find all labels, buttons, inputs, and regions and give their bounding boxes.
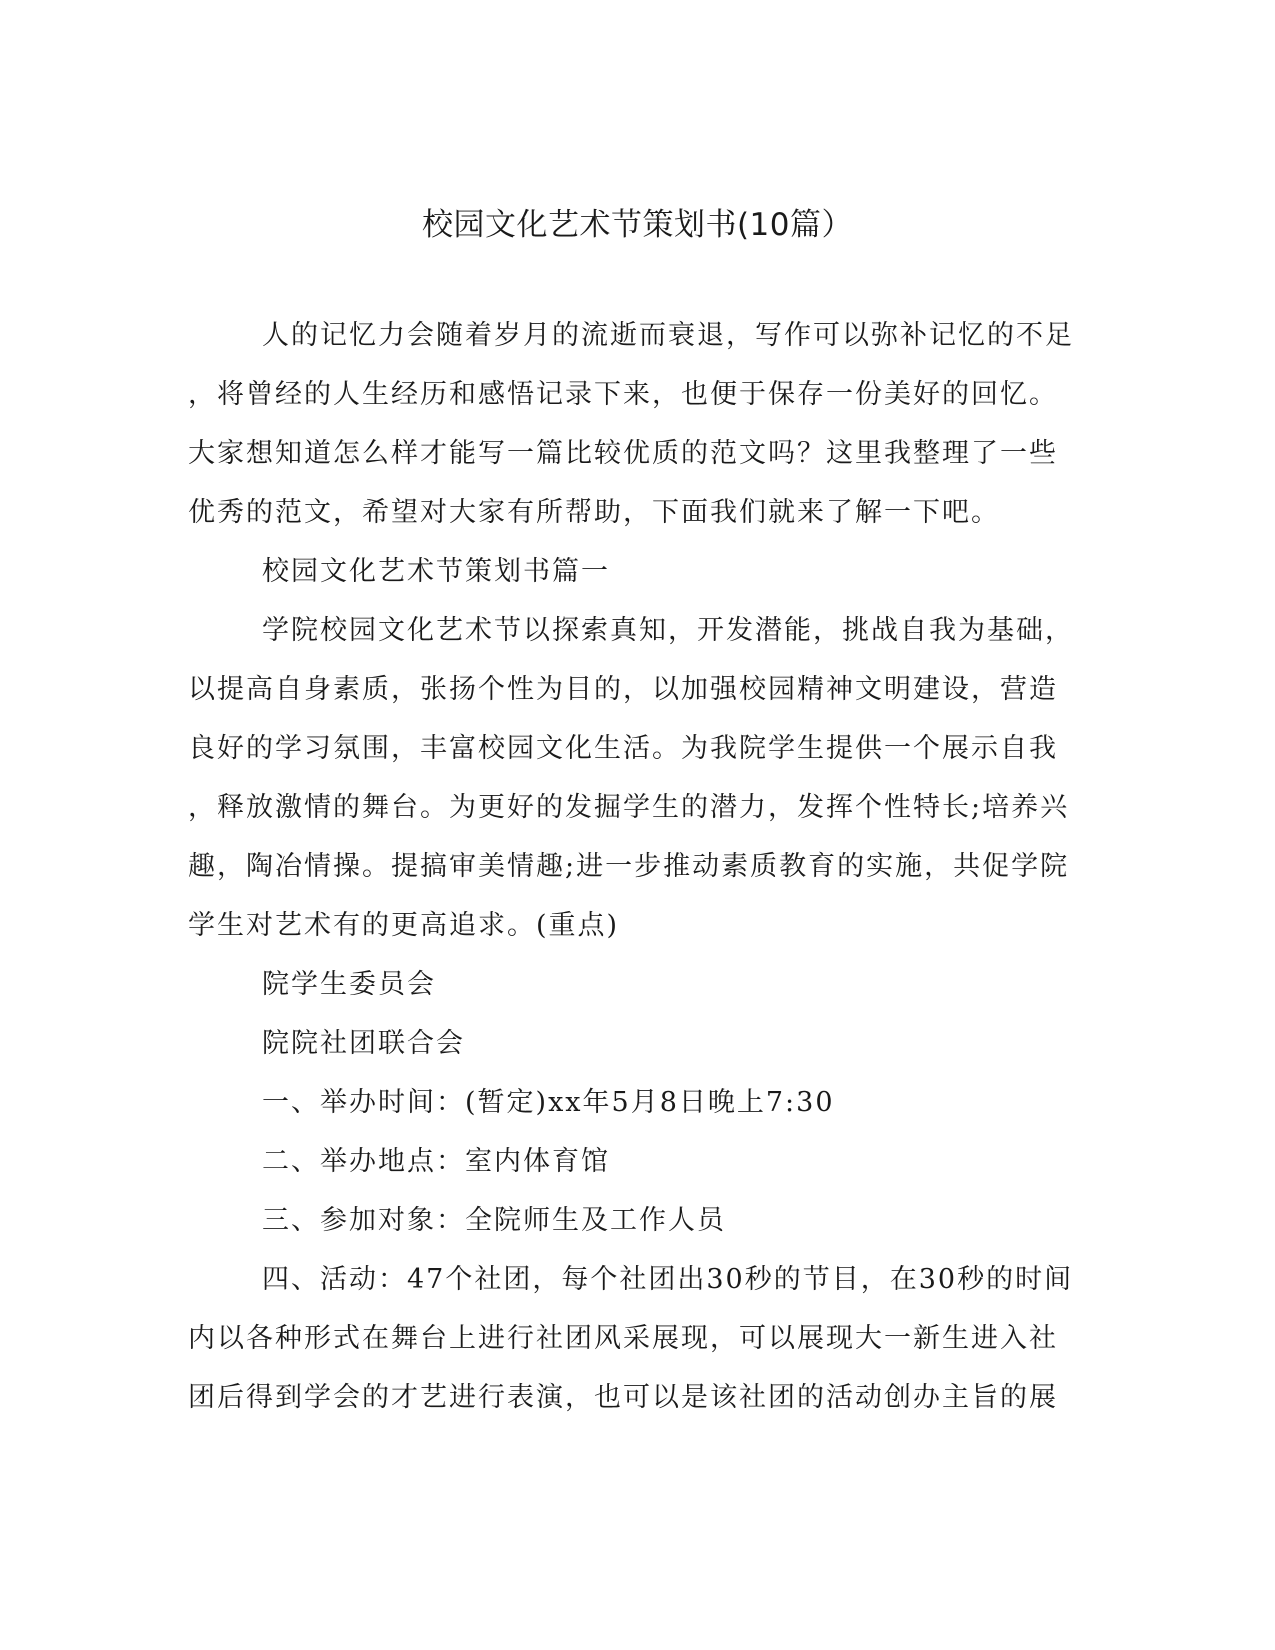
paragraph-line: 良好的学习氛围，丰富校园文化生活。为我院学生提供一个展示自我 xyxy=(188,733,1058,764)
paragraph-line: 团后得到学会的才艺进行表演，也可以是该社团的活动创办主旨的展 xyxy=(188,1382,1058,1413)
list-item: 一、举办时间：(暂定)xx年5月8日晚上7:30 xyxy=(262,1087,835,1118)
paragraph-line: 趣，陶冶情操。提搞审美情趣;进一步推动素质教育的实施，共促学院 xyxy=(188,851,1070,882)
organizer-line: 院院社团联合会 xyxy=(262,1028,465,1059)
list-item: 三、参加对象：全院师生及工作人员 xyxy=(262,1205,726,1236)
paragraph-line: 人的记忆力会随着岁月的流逝而衰退，写作可以弥补记忆的不足 xyxy=(262,320,1074,351)
paragraph-line: 优秀的范文，希望对大家有所帮助，下面我们就来了解一下吧。 xyxy=(188,497,1000,528)
list-item: 二、举办地点：室内体育馆 xyxy=(262,1146,610,1177)
section-heading: 校园文化艺术节策划书篇一 xyxy=(262,556,610,587)
paragraph-line: 学生对艺术有的更高追求。(重点) xyxy=(188,910,620,941)
paragraph-line: 内以各种形式在舞台上进行社团风采展现，可以展现大一新生进入社 xyxy=(188,1323,1058,1354)
paragraph-line: 学院校园文化艺术节以探索真知，开发潜能，挑战自我为基础， xyxy=(262,615,1074,646)
organizer-line: 院学生委员会 xyxy=(262,969,436,1000)
paragraph-line: 四、活动：47个社团，每个社团出30秒的节目，在30秒的时间 xyxy=(262,1264,1074,1295)
paragraph-line: ，释放激情的舞台。为更好的发掘学生的潜力，发挥个性特长;培养兴 xyxy=(188,792,1070,823)
document-title: 校园文化艺术节策划书(10篇） xyxy=(421,207,854,243)
paragraph-line: 以提高自身素质，张扬个性为目的，以加强校园精神文明建设，营造 xyxy=(188,674,1058,705)
paragraph-line: 大家想知道怎么样才能写一篇比较优质的范文吗？这里我整理了一些 xyxy=(188,438,1058,469)
paragraph-line: ，将曾经的人生经历和感悟记录下来，也便于保存一份美好的回忆。 xyxy=(188,379,1058,410)
